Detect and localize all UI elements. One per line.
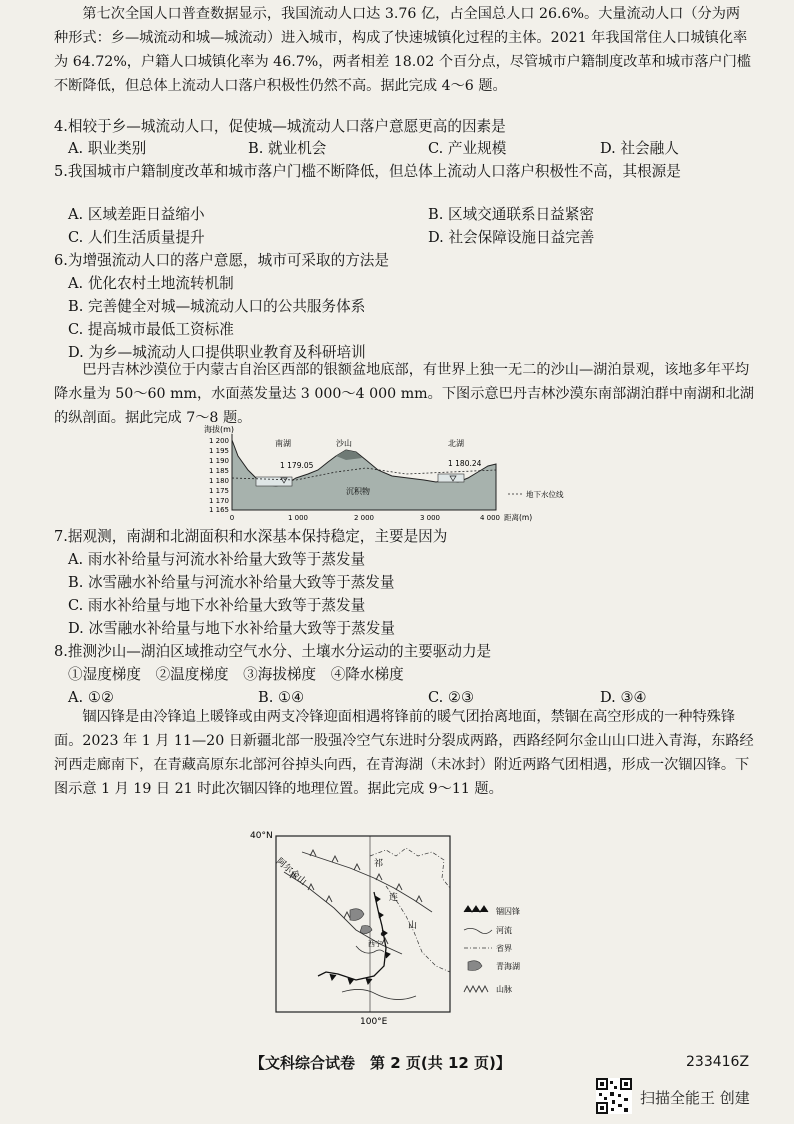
question-5-stem: 5.我国城市户籍制度改革和城市落户门槛不断降低，但总体上流动人口落户积极性不高，其根源是 [54,163,681,180]
q5-option-d: D. 社会保障设施日益完善 [428,229,595,246]
north-level-value: 1 180.24 [448,459,482,468]
passage-population: 第七次全国人口普查数据显示，我国流动人口达 3.76 亿，占全国总人口 26.6%。大量流动人口（分为两种形式：乡—城流动和城—城流动）进入城市，构成了快速城镇化过程的主体。2021 年我国常住人口城镇化率为 64.72%，户籍人口城镇化率为 46.7%，两者相差 18.02 个百分点，尽管城市户籍制度改革和城市落户门槛不断降低，但总体上流动人口落户积极性仍然不高。据此完成 4～6 题。 [54,6,751,94]
map-mountain2-b: 连 [389,893,399,903]
question-7-stem: 7.据观测，南湖和北湖面积和水深基本保持稳定，主要是因为 [54,528,448,545]
ytick-1185: 1 185 [208,467,229,475]
q7-option-a: A. 雨水补给量与河流水补给量大致等于蒸发量 [68,551,366,568]
map-frame [276,836,450,1012]
question-4-stem: 4.相较于乡—城流动人口，促使城—城流动人口落户意愿更高的因素是 [54,118,506,135]
ytick-1180: 1 180 [208,477,229,485]
sediment-label: 沉积物 [346,487,370,496]
q8-option-d: D. ③④ [600,689,647,706]
page-footer: 【文科综合试卷 第 2 页(共 12 页)】 [250,1054,511,1072]
q5-option-a: A. 区域差距日益缩小 [68,206,205,223]
ytick-1190: 1 190 [208,457,229,465]
legend-river-symbol [464,928,492,933]
q7-option-d: D. 冰雪融水补给量与地下水补给量大致等于蒸发量 [68,620,395,637]
scanner-watermark: 扫描全能王 创建 [640,1089,750,1107]
q8-option-a: A. ①② [68,689,114,706]
q6-option-d: D. 为乡—城流动人口提供职业教育及科研培训 [68,344,366,361]
passage-desert: 巴丹吉林沙漠位于内蒙古自治区西部的银额盆地底部，有世界上独一无二的沙山—湖泊景观，该地多年平均降水量为 50～60 mm，水面蒸发量达 3 000～4 000 mm。下图示意巴丹吉林沙漠东南部湖泊群中南湖和北湖的纵剖面。据此完成 7～8 题。 [54,362,754,426]
q6-option-c: C. 提高城市最低工资标准 [68,321,234,338]
profile-xlabel: 距离(m) [504,513,533,522]
legend-lake-symbol [468,961,482,971]
xtick-2000: 2 000 [353,514,375,522]
lake-profile-figure [196,420,606,526]
map-lon-label: 100°E [360,1017,388,1027]
q5-option-b: B. 区域交通联系日益紧密 [428,206,594,223]
exam-code: 233416Z [686,1054,750,1070]
passage-occluded-front: 锢囚锋是由冷锋追上暖锋或由两支冷锋迎面相遇将锋前的暖气团抬离地面，禁锢在高空形成的一种特殊锋面。2023 年 1 月 11—20 日新疆北部一股强冷空气东进时分裂成两路，西路经阿尔金山山口进入青海，东路经河西走廊南下，在青藏高原东北部河谷掉头向西，在青海湖（未冰封）附近两路气团相遇，形成一次锢囚锋。下图示意 1 月 19 日 21 时此次锢囚锋的地理位置。据此完成 9～11 题。 [54,709,754,797]
legend-boundary-label: 省界 [496,944,512,953]
ytick-1170: 1 170 [208,497,229,505]
q8-option-c: C. ②③ [428,689,475,706]
south-level-value: 1 179.05 [280,461,314,470]
ytick-1175: 1 175 [208,487,229,495]
q6-option-a: A. 优化农村土地流转机制 [68,275,234,292]
qr-code-icon [596,1078,632,1114]
q4-option-d: D. 社会融人 [600,140,679,157]
map-mountain2-a: 祁 [374,859,384,869]
sand-hill-label: 沙山 [336,439,352,448]
xtick-3000: 3 000 [419,514,441,522]
front-map-figure [246,826,546,1038]
north-lake-label: 北湖 [448,439,464,448]
qinghai-lake [350,909,364,921]
q6-option-b: B. 完善健全对城—城流动人口的公共服务体系 [68,298,366,315]
q4-option-b: B. 就业机会 [248,140,327,157]
ytick-1165: 1 165 [208,506,229,514]
q5-option-c: C. 人们生活质量提升 [68,229,205,246]
question-8-stem: 8.推测沙山—湖泊区域推动空气水分、土壤水分运动的主要驱动力是 [54,643,492,660]
south-lake-label: 南湖 [275,439,291,448]
q8-items: ①湿度梯度 ②温度梯度 ③海拔梯度 ④降水梯度 [68,666,404,683]
q7-option-b: B. 冰雪融水补给量与河流水补给量大致等于蒸发量 [68,574,395,591]
profile-ylabel: 海拔(m) [204,425,235,434]
ytick-1200: 1 200 [208,437,229,445]
xtick-1000: 1 000 [287,514,309,522]
q4-option-a: A. 职业类别 [68,140,147,157]
map-city-label: 西宁 [368,940,382,948]
q7-option-c: C. 雨水补给量与地下水补给量大致等于蒸发量 [68,597,366,614]
legend-lake-label: 青海湖 [496,962,520,971]
legend-front-symbol [464,906,488,912]
xtick-0: 0 [229,514,235,522]
q8-option-b: B. ①④ [258,689,305,706]
question-6-stem: 6.为增强流动人口的落户意愿，城市可采取的方法是 [54,252,389,269]
xtick-4000: 4 000 [479,514,501,522]
q4-option-c: C. 产业规模 [428,140,507,157]
map-mountain1-label: 阿尔金山 [274,856,309,888]
legend-front-label: 锢囚锋 [496,907,520,916]
map-mountain2-c: 山 [408,921,418,931]
river-2 [342,989,416,999]
legend-groundwater-label: 地下水位线 [526,490,564,499]
legend-mountain-symbol [464,986,488,992]
ytick-1195: 1 195 [208,447,229,455]
legend-mountain-label: 山脉 [496,985,512,994]
legend-river-label: 河流 [496,926,512,935]
occluded-front-line [318,892,386,980]
mountain-range-2 [302,852,432,912]
map-lat-label: 40°N [250,831,273,841]
